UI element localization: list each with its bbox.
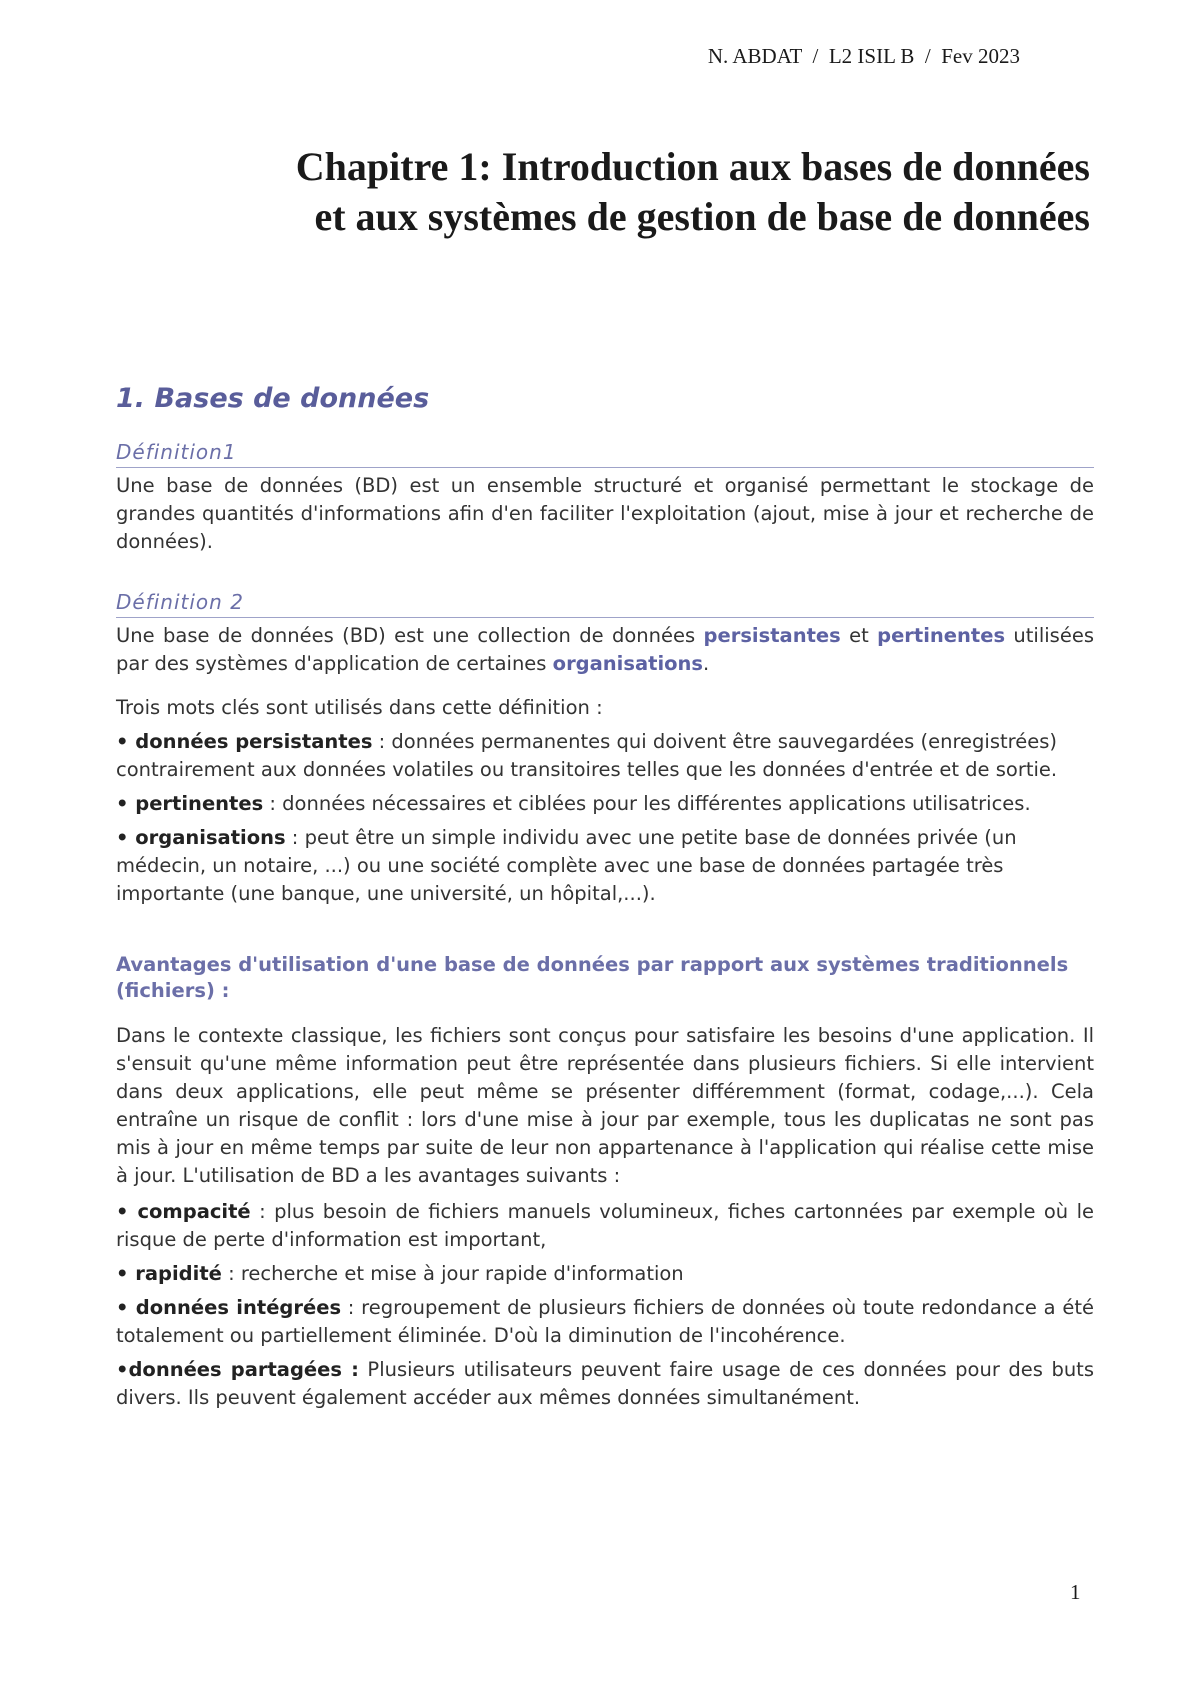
list-item: [116, 1294, 1094, 1350]
header-separator: /: [812, 44, 819, 68]
chapter-title-line2: et aux systèmes de gestion de base de données: [314, 194, 1090, 239]
keyword-organisations: organisations: [552, 652, 704, 675]
bullet-text: : données permanentes qui doivent être sauvegardées (enregistrées) contrairement aux données volatiles ou transitoires telles que les données d'entrée et de sortie.: [116, 730, 1058, 781]
list-item: [116, 1198, 1094, 1254]
list-item: [116, 824, 1094, 908]
list-item: [116, 1356, 1094, 1412]
bullet-term: • données intégrées: [116, 1296, 342, 1319]
bullet-term: • compacité: [116, 1200, 251, 1223]
section-heading: 1. Bases de données: [116, 383, 430, 414]
list-item: [116, 728, 1094, 784]
keyword-persistantes: persistantes: [703, 624, 841, 647]
bullet-text: Plusieurs utilisateurs peuvent faire usage de ces données pour des buts divers. Ils peuvent également accéder aux mêmes données simultanément.: [116, 1358, 1094, 1409]
keywords-list: [116, 728, 1094, 908]
definition-2-text-part: .: [703, 652, 710, 675]
list-item: [116, 1260, 1094, 1288]
header-date: Fev 2023: [941, 44, 1020, 68]
bullet-term: • données persistantes: [116, 730, 373, 753]
definition-2: [116, 590, 1094, 678]
bullet-term: • rapidité: [116, 1262, 222, 1285]
advantages-list: [116, 1198, 1094, 1412]
bullet-text: : plus besoin de fichiers manuels volumineux, fiches cartonnées par exemple où le risque de perte d'information est important,: [116, 1200, 1094, 1251]
page-number: 1: [1070, 1580, 1081, 1604]
definition-2-text: [116, 622, 1094, 678]
advantages-heading: Avantages d'utilisation d'une base de données par rapport aux systèmes traditionnels (fichiers) :: [116, 953, 1069, 1002]
bullet-text: : recherche et mise à jour rapide d'information: [221, 1262, 684, 1285]
list-item: [116, 790, 1094, 818]
bullet-term: • organisations: [116, 826, 286, 849]
header-author: N. ABDAT: [707, 44, 802, 68]
keywords-intro: Trois mots clés sont utilisés dans cette définition :: [116, 696, 603, 719]
definition-1-text: Une base de données (BD) est un ensemble structuré et organisé permettant le stockage de grandes quantités d'informations afin d'en faciliter l'exploitation (ajout, mise à jour et recherche de données).: [116, 474, 1094, 553]
bullet-term: • pertinentes: [116, 792, 264, 815]
chapter-title: [100, 142, 1090, 242]
header-separator: /: [924, 44, 931, 68]
definition-1: [116, 440, 1094, 556]
bullet-text: : données nécessaires et ciblées pour les différentes applications utilisatrices.: [263, 792, 1031, 815]
bullet-term: •données partagées :: [116, 1358, 359, 1381]
advantages-intro: Dans le contexte classique, les fichiers sont conçus pour satisfaire les besoins d'une application. Il s'ensuit qu'une même information peut être représentée dans plusieurs fichiers. Si elle intervient dans deux applications, elle peut même se présenter différemment (format, codage,...). Cela entraîne un risque de conflit : lors d'une mise à jour par exemple, tous les duplicatas ne sont pas mis à jour en même temps par suite de leur non appartenance à l'application qui réalise cette mise à jour. L'utilisation de BD a les avantages suivants :: [116, 1024, 1094, 1187]
definition-1-title: Définition1: [116, 440, 1094, 468]
definition-2-title: Définition 2: [116, 590, 1094, 618]
definition-2-text-part: Une base de données (BD) est une collection de données: [116, 624, 704, 647]
definition-2-text-part: et: [840, 624, 878, 647]
page-header: [0, 44, 1020, 69]
chapter-title-line1: Chapitre 1: Introduction aux bases de données: [295, 144, 1090, 189]
keyword-pertinentes: pertinentes: [877, 624, 1006, 647]
definition-2-text-part: utilisées par des systèmes d'application de certaines: [116, 624, 1094, 675]
bullet-text: : regroupement de plusieurs fichiers de données où toute redondance a été totalement ou partiellement éliminée. D'où la diminution de l'incohérence.: [116, 1296, 1094, 1347]
bullet-text: : peut être un simple individu avec une petite base de données privée (un médecin, un notaire, ...) ou une société complète avec une base de données partagée très importante (une banque, une université, un hôpital,...).: [116, 826, 1017, 905]
header-class: L2 ISIL B: [828, 44, 915, 68]
